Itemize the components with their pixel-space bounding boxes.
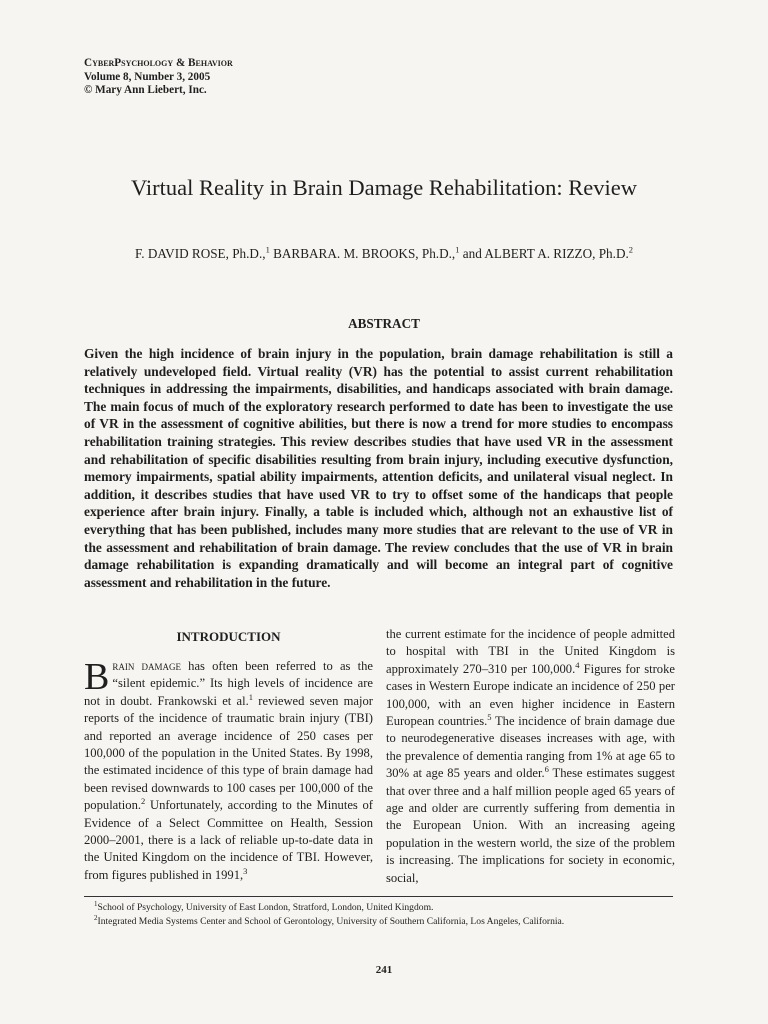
footnote-divider [84,896,673,897]
abstract-text: Given the high incidence of brain injury in the population, brain damage rehabilitation is still a relatively undeveloped field. Virtual reality (VR) has the potential to assist current rehabilitation techniques in addressing the impairments, disabilities, and handicaps associated with brain damage. The main focus of much of the exploratory research performed to date has been to investigate the use of VR in the assessment of cognitive abilities, but there is now a trend for more studies to encompass rehabilitation training strategies. This review describes studies that have used VR in the assessment and rehabilitation of specific disabilities resulting from brain injury, including executive dysfunction, memory impairments, spatial ability impairments, attention deficits, and unilateral visual neglect. In addition, it describes studies that have used VR to try to offset some of the handicaps that people experience after brain injury. Finally, a table is included which, although not an exhaustive list of everything that has been published, includes many more studies that are relevant to the use of VR in the assessment and rehabilitation of brain damage. The review concludes that the use of VR in brain damage rehabilitation is expanding dramatically and will become an integral part of cognitive assessment and rehabilitation in the future. [84,346,673,590]
intro-text: Unfortunately, according to the Minutes of Evidence of a Select Committee on Health, Session 2000–2001, there is a lack of reliable up-to-date data in the United Kingdom on the incidence of TBI. However, from figures published in 1991, [84,798,373,882]
citation-ref: 1 [248,691,254,702]
author-3: and ALBERT A. RIZZO, Ph.D. [459,246,629,261]
author-2-affiliation: 1 [455,244,460,255]
intro-text: Figures for stroke cases in Western Europe indicate an incidence of 250 per 100,000, with an even higher incidence in Eastern European countries. [386,661,675,729]
author-line [0,245,768,263]
journal-copyright: © Mary Ann Liebert, Inc. [84,84,207,96]
introduction-heading: INTRODUCTION [176,629,281,644]
left-column [84,626,373,884]
author-2: BARBARA. M. BROOKS, Ph.D., [269,246,456,261]
footnote-text: School of Psychology, University of East London, Stratford, London, United Kingdom. [97,902,434,913]
drop-cap: B [84,656,110,698]
citation-ref: 6 [544,764,549,775]
author-1: F. DAVID ROSE, Ph.D., [134,246,266,261]
intro-text: These estimates suggest that over three and a half million people aged 65 years of age and older are currently suffering from dementia in the European Union. With an increasing ageing population in the western world, the size of the problem is increasing. The implications for society in economic, social, [386,766,676,885]
page-number: 241 [375,964,393,976]
journal-volume: Volume 8, Number 3, 2005 [84,70,211,83]
lead-smallcaps: rain damage [112,659,182,673]
citation-ref: 5 [487,711,492,722]
citation-ref: 2 [141,796,146,807]
intro-text: the current estimate for the incidence of people admitted to hospital with TBI in the United Kingdom is approximately 270–310 per 100,000. [386,627,675,676]
abstract-heading: ABSTRACT [348,316,420,331]
intro-text: has often been referred to as the “silent epidemic.” Its high levels of incidence are not in doubt. Frankowski et al. [84,659,373,708]
footnotes [94,901,674,929]
author-1-affiliation: 1 [265,244,270,255]
author-3-affiliation: 2 [628,244,634,255]
footnote-marker: 1 [94,899,98,908]
footnote-2 [94,915,674,929]
footnote-text: Integrated Media Systems Center and School of Gerontology, University of Southern California, Los Angeles, California. [97,916,565,927]
footnote-1 [94,901,674,915]
intro-text: The incidence of brain damage due to neurodegenerative diseases increases with age, with the prevalence of dementia ranging from 1% at age 65 to 30% at age 85 years and older. [386,714,675,781]
citation-ref: 3 [243,865,248,876]
intro-paragraph-right [386,626,675,887]
journal-header [84,57,233,98]
article-title: Virtual Reality in Brain Damage Rehabilitation: Review [130,175,638,200]
intro-text: reviewed seven major reports of the incidence of traumatic brain injury (TBI) and reported an average incidence of 250 cases per 100,000 of the population in the United States. By 1998, the estimated incidence of this type of brain damage had been revised downwards to 100 cases per 100,000 of the population. [84,693,373,813]
citation-ref: 4 [575,659,580,670]
journal-name: CyberPsychology & Behavior [84,57,233,69]
right-column [386,626,675,887]
footnote-marker: 2 [94,913,98,922]
intro-paragraph-left [84,658,373,884]
